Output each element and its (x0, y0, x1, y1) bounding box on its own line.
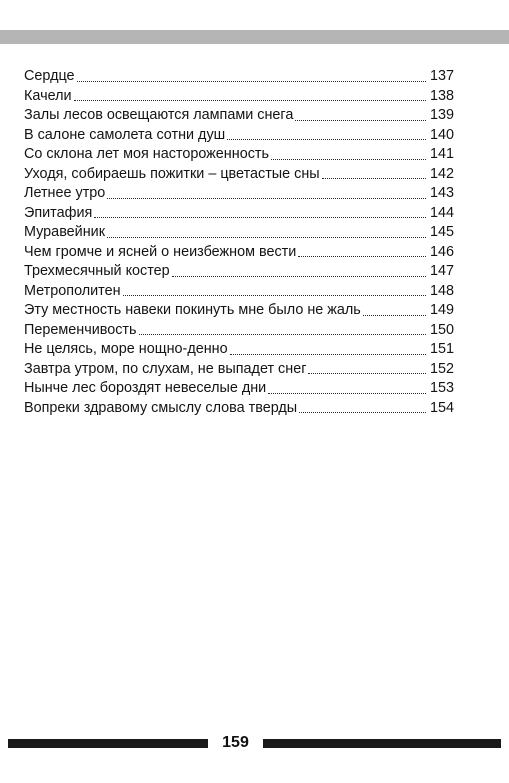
toc-entry-title: Эту местность навеки покинуть мне было не жаль (24, 302, 361, 318)
toc-dot-leader (271, 158, 426, 160)
toc-dot-leader (123, 294, 426, 296)
toc-dot-leader (172, 275, 426, 277)
toc-entry-title: Нынче лес бороздят невеселые дни (24, 380, 267, 396)
toc-entry-title: Эпитафия (24, 204, 93, 221)
toc-entry-page: 150 (429, 321, 454, 338)
toc-entry (24, 301, 454, 321)
toc-entry-title: Залы лесов освещаются лампами снега (24, 107, 294, 123)
toc-entry-page: 138 (429, 87, 454, 104)
toc-entry (24, 106, 454, 126)
toc-entry (24, 67, 454, 87)
toc-entry (24, 87, 454, 107)
toc-entry-page: 137 (429, 68, 454, 84)
footer-rule-left (8, 739, 208, 748)
toc-entry-title: В салоне самолета сотни душ (24, 126, 226, 143)
toc-entry (24, 340, 454, 360)
toc-entry (24, 321, 454, 341)
toc-entry-title: Муравейник (24, 224, 105, 240)
toc-entry (24, 282, 454, 302)
toc-entry-page: 147 (429, 263, 454, 279)
toc-dot-leader (74, 99, 426, 101)
toc-entry-title: Уходя, собираешь пожитки – цветастые сны (24, 165, 320, 182)
toc-entry-title: Метрополитен (24, 282, 121, 299)
toc-entry (24, 379, 454, 399)
toc-entry-title: Трехмесячный костер (24, 263, 170, 279)
toc-entry-page: 139 (429, 107, 454, 123)
toc-dot-leader (227, 138, 426, 140)
toc-entry-page: 152 (429, 360, 454, 377)
toc-entry-page: 148 (429, 282, 454, 299)
toc-dot-leader (295, 119, 426, 121)
toc-entry-page: 149 (429, 302, 454, 318)
toc-entry-page: 153 (429, 380, 454, 396)
toc-entry (24, 126, 454, 146)
toc-dot-leader (107, 197, 426, 199)
toc-dot-leader (322, 177, 426, 179)
header-band (0, 30, 509, 44)
toc-dot-leader (363, 314, 426, 316)
toc-dot-leader (268, 392, 426, 394)
toc-dot-leader (298, 255, 426, 257)
toc-dot-leader (77, 80, 426, 82)
toc-entry (24, 145, 454, 165)
toc-entry-title: Качели (24, 87, 72, 104)
table-of-contents (24, 67, 454, 418)
toc-entry-title: Завтра утром, по слухам, не выпадет снег (24, 360, 307, 377)
toc-entry (24, 165, 454, 185)
toc-entry (24, 262, 454, 282)
toc-dot-leader (107, 236, 426, 238)
toc-entry-page: 141 (429, 146, 454, 162)
toc-entry-title: Летнее утро (24, 185, 106, 201)
toc-entry (24, 399, 454, 419)
toc-entry (24, 184, 454, 204)
toc-entry (24, 223, 454, 243)
toc-entry-title: Вопреки здравому смыслу слова тверды (24, 399, 298, 416)
toc-entry-page: 144 (429, 204, 454, 221)
toc-entry-page: 154 (429, 399, 454, 416)
toc-entry-title: Чем громче и ясней о неизбежном вести (24, 243, 297, 260)
toc-dot-leader (308, 372, 426, 374)
toc-entry-page: 143 (429, 185, 454, 201)
toc-entry (24, 360, 454, 380)
toc-dot-leader (94, 216, 426, 218)
toc-entry-page: 140 (429, 126, 454, 143)
toc-entry-title: Сердце (24, 68, 75, 84)
toc-entry-title: Переменчивость (24, 321, 137, 338)
toc-entry-title: Со склона лет моя настороженность (24, 146, 269, 162)
toc-entry (24, 243, 454, 263)
toc-entry-page: 145 (429, 224, 454, 240)
page-footer (8, 733, 501, 753)
toc-entry (24, 204, 454, 224)
toc-dot-leader (230, 353, 426, 355)
toc-entry-page: 146 (429, 243, 454, 260)
toc-entry-title: Не целясь, море нощно-денно (24, 341, 228, 357)
toc-dot-leader (139, 333, 426, 335)
page-number: 159 (222, 734, 249, 751)
toc-dot-leader (299, 411, 426, 413)
footer-rule-right (263, 739, 501, 748)
toc-entry-page: 151 (429, 341, 454, 357)
toc-entry-page: 142 (429, 165, 454, 182)
